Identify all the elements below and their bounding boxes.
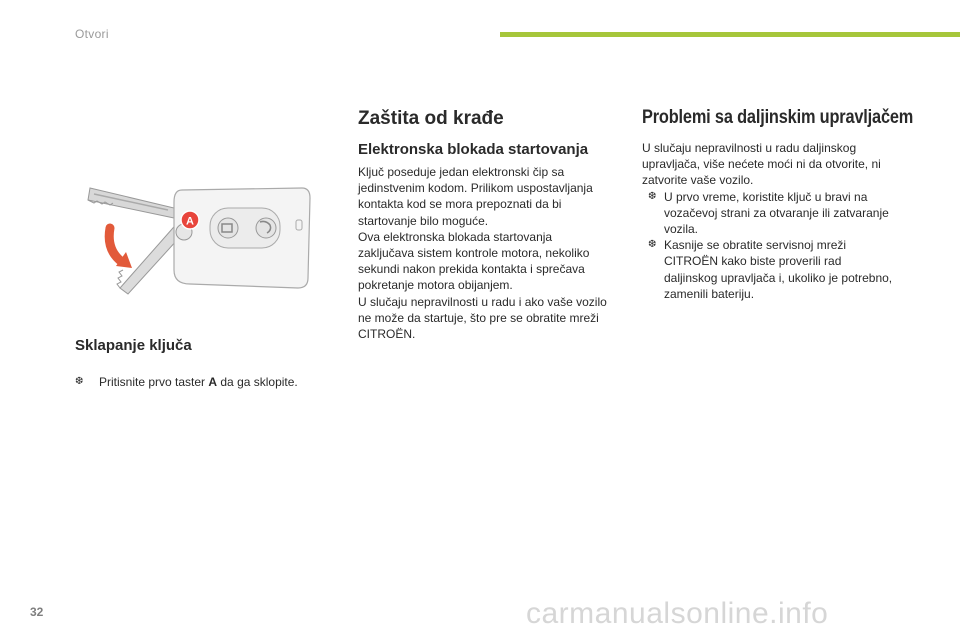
page-number: 32 [30,605,44,619]
intro-line: U slučaju nepravilnosti u radu daljinskog [642,141,857,155]
folding-instruction [75,374,320,390]
body-line: Ova elektronska blokada startovanja [358,229,553,244]
instruction-button-name: A [208,375,218,389]
item-line: CITROËN kako biste proverili rad [664,254,842,269]
instruction-pre: Pritisnite prvo taster [99,375,209,389]
item-line: zamenili bateriju. [664,286,755,301]
body-line: CITROËN. [358,327,416,342]
bullet-icon: ❆ [75,376,84,387]
body-line: zaključava sistem kontrole motora, nekoliko [358,246,590,261]
body-line: kontakta kod se mora prepoznati da bi [358,197,562,212]
remote-problems-list [642,189,912,302]
immobiliser-subheading: Elektronska blokada startovanja [358,141,589,158]
remote-problems-heading: Problemi sa daljinskim upravljačem [642,107,914,128]
key-blade-horizontal [88,188,174,218]
remote-problems-body [642,140,912,302]
instruction-text [99,374,298,390]
body-line: pokretanje motora obijanjem. [358,278,513,293]
body-line: sekundi nakon prekida kontakta i sprečava [358,262,585,277]
folding-key-illustration [70,160,320,320]
bullet-icon: ❆ [648,190,657,202]
list-item [642,189,912,238]
body-line: ne može da startuje, što pre se obratite mreži [358,310,599,325]
bullet-icon: ❆ [648,239,657,251]
header-accent-bar [500,32,960,37]
item-line: daljinskog upravljača i, ukoliko je potrebno, [664,270,893,285]
key-fob [174,188,310,288]
body-line: startovanje bilo moguće. [358,213,489,228]
folding-key-heading: Sklapanje ključa [75,337,192,354]
item-line: Kasnije se obratite servisnoj mreži [664,238,847,253]
instruction-post: da ga sklopite. [217,375,298,389]
button-a-label: A [186,215,194,228]
intro-line: upravljača, više nećete moći ni da otvorite, ni [642,157,881,172]
immobiliser-body [358,164,620,342]
item-line: vozačevoj strani za otvaranje ili zatvaranje [664,205,889,220]
section-label: Otvori [75,27,109,41]
anti-theft-heading: Zaštita od krađe [358,108,504,129]
body-line: Ključ poseduje jedan elektronski čip sa [358,165,565,179]
list-item [642,237,912,302]
fold-arrow-icon [109,228,132,268]
watermark: carmanualsonline.info [526,597,829,630]
body-line: U slučaju nepravilnosti u radu i ako vaše vozilo [358,294,607,309]
item-line: U prvo vreme, koristite ključ u bravi na [664,189,868,204]
intro-line: zatvorite vaše vozilo. [642,173,754,188]
body-line: jedinstvenim kodom. Prilikom uspostavljanja [358,181,593,196]
button-a-badge [181,211,199,229]
item-line: vozila. [664,222,699,237]
